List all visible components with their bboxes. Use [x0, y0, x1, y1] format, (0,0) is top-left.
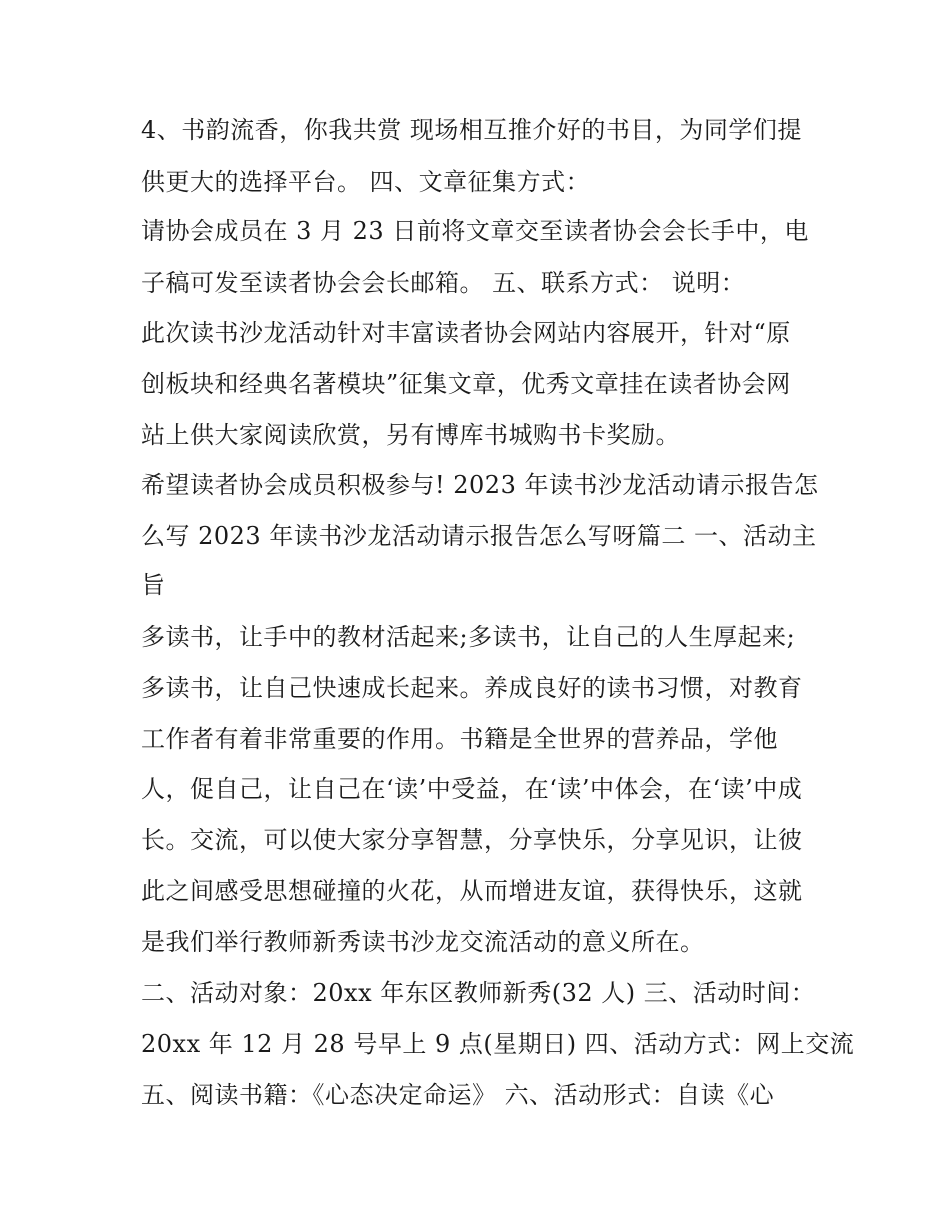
text-line: 多读书，让自己快速成长起来。养成良好的读书习惯，对教育: [141, 674, 803, 702]
text-line: 希望读者协会成员积极参与! 2023 年读书沙龙活动请示报告怎: [141, 471, 819, 499]
text-line: 长。交流，可以使大家分享智慧，分享快乐，分享见识，让彼: [141, 826, 803, 854]
text-line: 多读书，让手中的教材活起来;多读书，让自己的人生厚起来;: [141, 623, 796, 651]
text-line: 站上供大家阅读欣赏，另有博库书城购书卡奖励。: [141, 421, 680, 449]
text-line: 么写 2023 年读书沙龙活动请示报告怎么写呀篇二 一、活动主: [141, 522, 817, 550]
text-line: 供更大的选择平台。 四、文章征集方式：: [141, 168, 591, 196]
text-line: 4、书韵流香，你我共赏 现场相互推介好的书目，为同学们提: [141, 116, 802, 144]
text-line: 请协会成员在 3 月 23 日前将文章交至读者协会会长手中，电: [141, 217, 809, 245]
text-line: 二、活动对象：20xx 年东区教师新秀(32 人) 三、活动时间：: [141, 979, 816, 1007]
text-line: 此次读书沙龙活动针对丰富读者协会网站内容展开，针对“原: [141, 319, 791, 347]
text-line: 子稿可发至读者协会会长邮箱。 五、联系方式： 说明：: [141, 269, 746, 297]
text-line: 此之间感受思想碰撞的火花，从而增进友谊，获得快乐，这就: [141, 877, 803, 905]
text-line: 工作者有着非常重要的作用。书籍是全世界的营养品，学他: [141, 725, 778, 753]
text-line: 人，促自己，让自己在‘读’中受益，在‘读’中体会，在‘读’中成: [141, 775, 803, 803]
text-line: 20xx 年 12 月 28 号早上 9 点(星期日) 四、活动方式：网上交流: [141, 1030, 855, 1058]
text-line: 是我们举行教师新秀读书沙龙交流活动的意义所在。: [141, 928, 705, 956]
text-line: 旨: [141, 571, 166, 599]
text-line: 五、阅读书籍：《心态决定命运》 六、活动形式：自读《心: [141, 1081, 775, 1109]
text-line: 创板块和经典名著模块”征集文章，优秀文章挂在读者协会网: [141, 370, 791, 398]
